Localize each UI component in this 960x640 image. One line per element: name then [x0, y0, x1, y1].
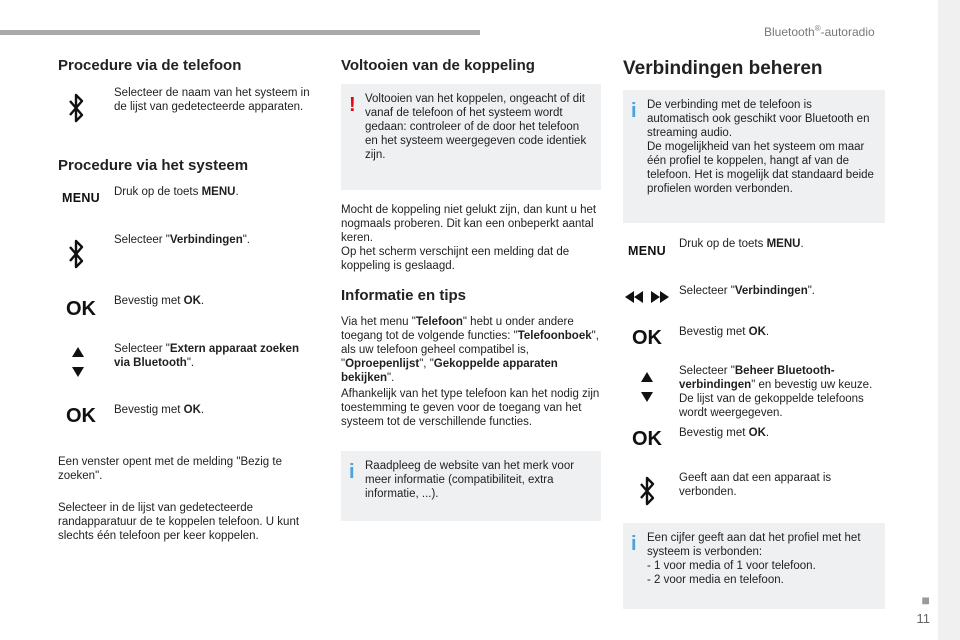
paragraph-success: Op het scherm verschijnt een melding dat de koppeling is geslaagd.: [341, 246, 570, 272]
system-step-5: Bevestig met OK.: [114, 404, 205, 416]
phone-step-text: Selecteer de naam van het systeem in de lijst van gedetecteerde apparaten.: [114, 87, 310, 113]
info-box: [623, 523, 885, 609]
side-mark: ■: [921, 592, 930, 608]
bluetooth-icon: [64, 234, 88, 274]
manage-step-1: Druk op de toets MENU.: [679, 238, 804, 250]
up-down-arrows-icon: [66, 342, 90, 382]
warning-box: [341, 84, 601, 190]
ok-button-icon: OK: [66, 404, 96, 427]
ok-button-icon: OK: [632, 427, 662, 450]
left-right-arrows-icon: [624, 286, 670, 308]
warning-icon: !: [349, 94, 356, 116]
section-title-complete-pairing: Voltooien van de koppeling: [341, 57, 535, 74]
section-title-phone-procedure: Procedure via de telefoon: [58, 57, 242, 74]
page-header-title: Bluetooth®-autoradio: [764, 24, 875, 39]
paragraph-permissions: Afhankelijk van het type telefoon kan het nodig zijn toestemming te geven voor de toegang van het systeem tot de verschillende functies.: [341, 388, 600, 428]
paragraph-select-device: Selecteer in de lijst van gedetecteerde randapparatuur de te koppelen telefoon. U kunt slechts één telefoon per keer koppelen.: [58, 502, 300, 542]
section-title-manage-connections: Verbindingen beheren: [623, 58, 823, 79]
info-box: [341, 451, 601, 521]
system-step-4: Selecteer "Extern apparaat zoeken via Bluetooth".: [114, 343, 299, 369]
info-text: Een cijfer geeft aan dat het profiel met het systeem is verbonden: - 1 voor media of 1 voor telefoon. - 2 voor media en telefoon.: [647, 532, 861, 586]
page-number: 11: [916, 611, 930, 626]
info-box: [623, 90, 885, 223]
paragraph-searching: Een venster opent met de melding "Bezig te zoeken".: [58, 456, 282, 482]
manage-step-4: Selecteer "Beheer Bluetooth-verbindingen" en bevestig uw keuze. De lijst van de gekoppelde telefoons wordt weergegeven.: [679, 365, 873, 419]
manage-step-3: Bevestig met OK.: [679, 326, 770, 338]
up-down-arrows-icon: [635, 367, 659, 407]
paragraph-retry: Mocht de koppeling niet gelukt zijn, dan kunt u het nogmaals proberen. Dit kan een onbeperkt aantal keren.: [341, 204, 597, 244]
section-title-info-tips: Informatie en tips: [341, 287, 467, 304]
system-step-2: Selecteer "Verbindingen".: [114, 234, 250, 246]
bluetooth-icon: [635, 471, 659, 511]
info-text: De verbinding met de telefoon is automatisch ook geschikt voor Bluetooth en streaming audio. De mogelijkheid van het systeem om maar één profiel te koppelen, hangt af van de telefoon. Het is mogelijk dat standaard beide profielen worden verbonden.: [647, 99, 874, 195]
section-title-system-procedure: Procedure via het systeem: [58, 157, 249, 174]
header-bar: [0, 30, 480, 35]
menu-button-icon: MENU: [61, 191, 100, 205]
system-step-1: Druk op de toets MENU.: [114, 186, 239, 198]
system-step-3: Bevestig met OK.: [114, 295, 205, 307]
side-strip: [938, 0, 960, 640]
info-text: Raadpleeg de website van het merk voor meer informatie (compatibiliteit, extra informatie, ...).: [365, 460, 575, 500]
info-icon: i: [349, 461, 355, 483]
manage-step-6: Geeft aan dat een apparaat is verbonden.: [679, 472, 832, 498]
info-icon: i: [631, 533, 637, 555]
manage-step-2: Selecteer "Verbindingen".: [679, 285, 815, 297]
bluetooth-icon: [64, 88, 88, 128]
warning-text: Voltooien van het koppelen, ongeacht of dit vanaf de telefoon of het systeem wordt gedaan: controleer of de door het telefoon en het systeem weergegeven code identiek zijn.: [365, 93, 587, 161]
manage-step-5: Bevestig met OK.: [679, 427, 770, 439]
ok-button-icon: OK: [66, 297, 96, 320]
info-icon: i: [631, 100, 637, 122]
ok-button-icon: OK: [632, 326, 662, 349]
paragraph-phone-menu: Via het menu "Telefoon" hebt u onder andere toegang tot de volgende functies: "Telefoonboek", als uw telefoon geheel compatibel is, "Oproepenlijst", "Gekoppelde apparaten bekijken".: [341, 316, 599, 384]
menu-button-icon: MENU: [627, 244, 666, 258]
